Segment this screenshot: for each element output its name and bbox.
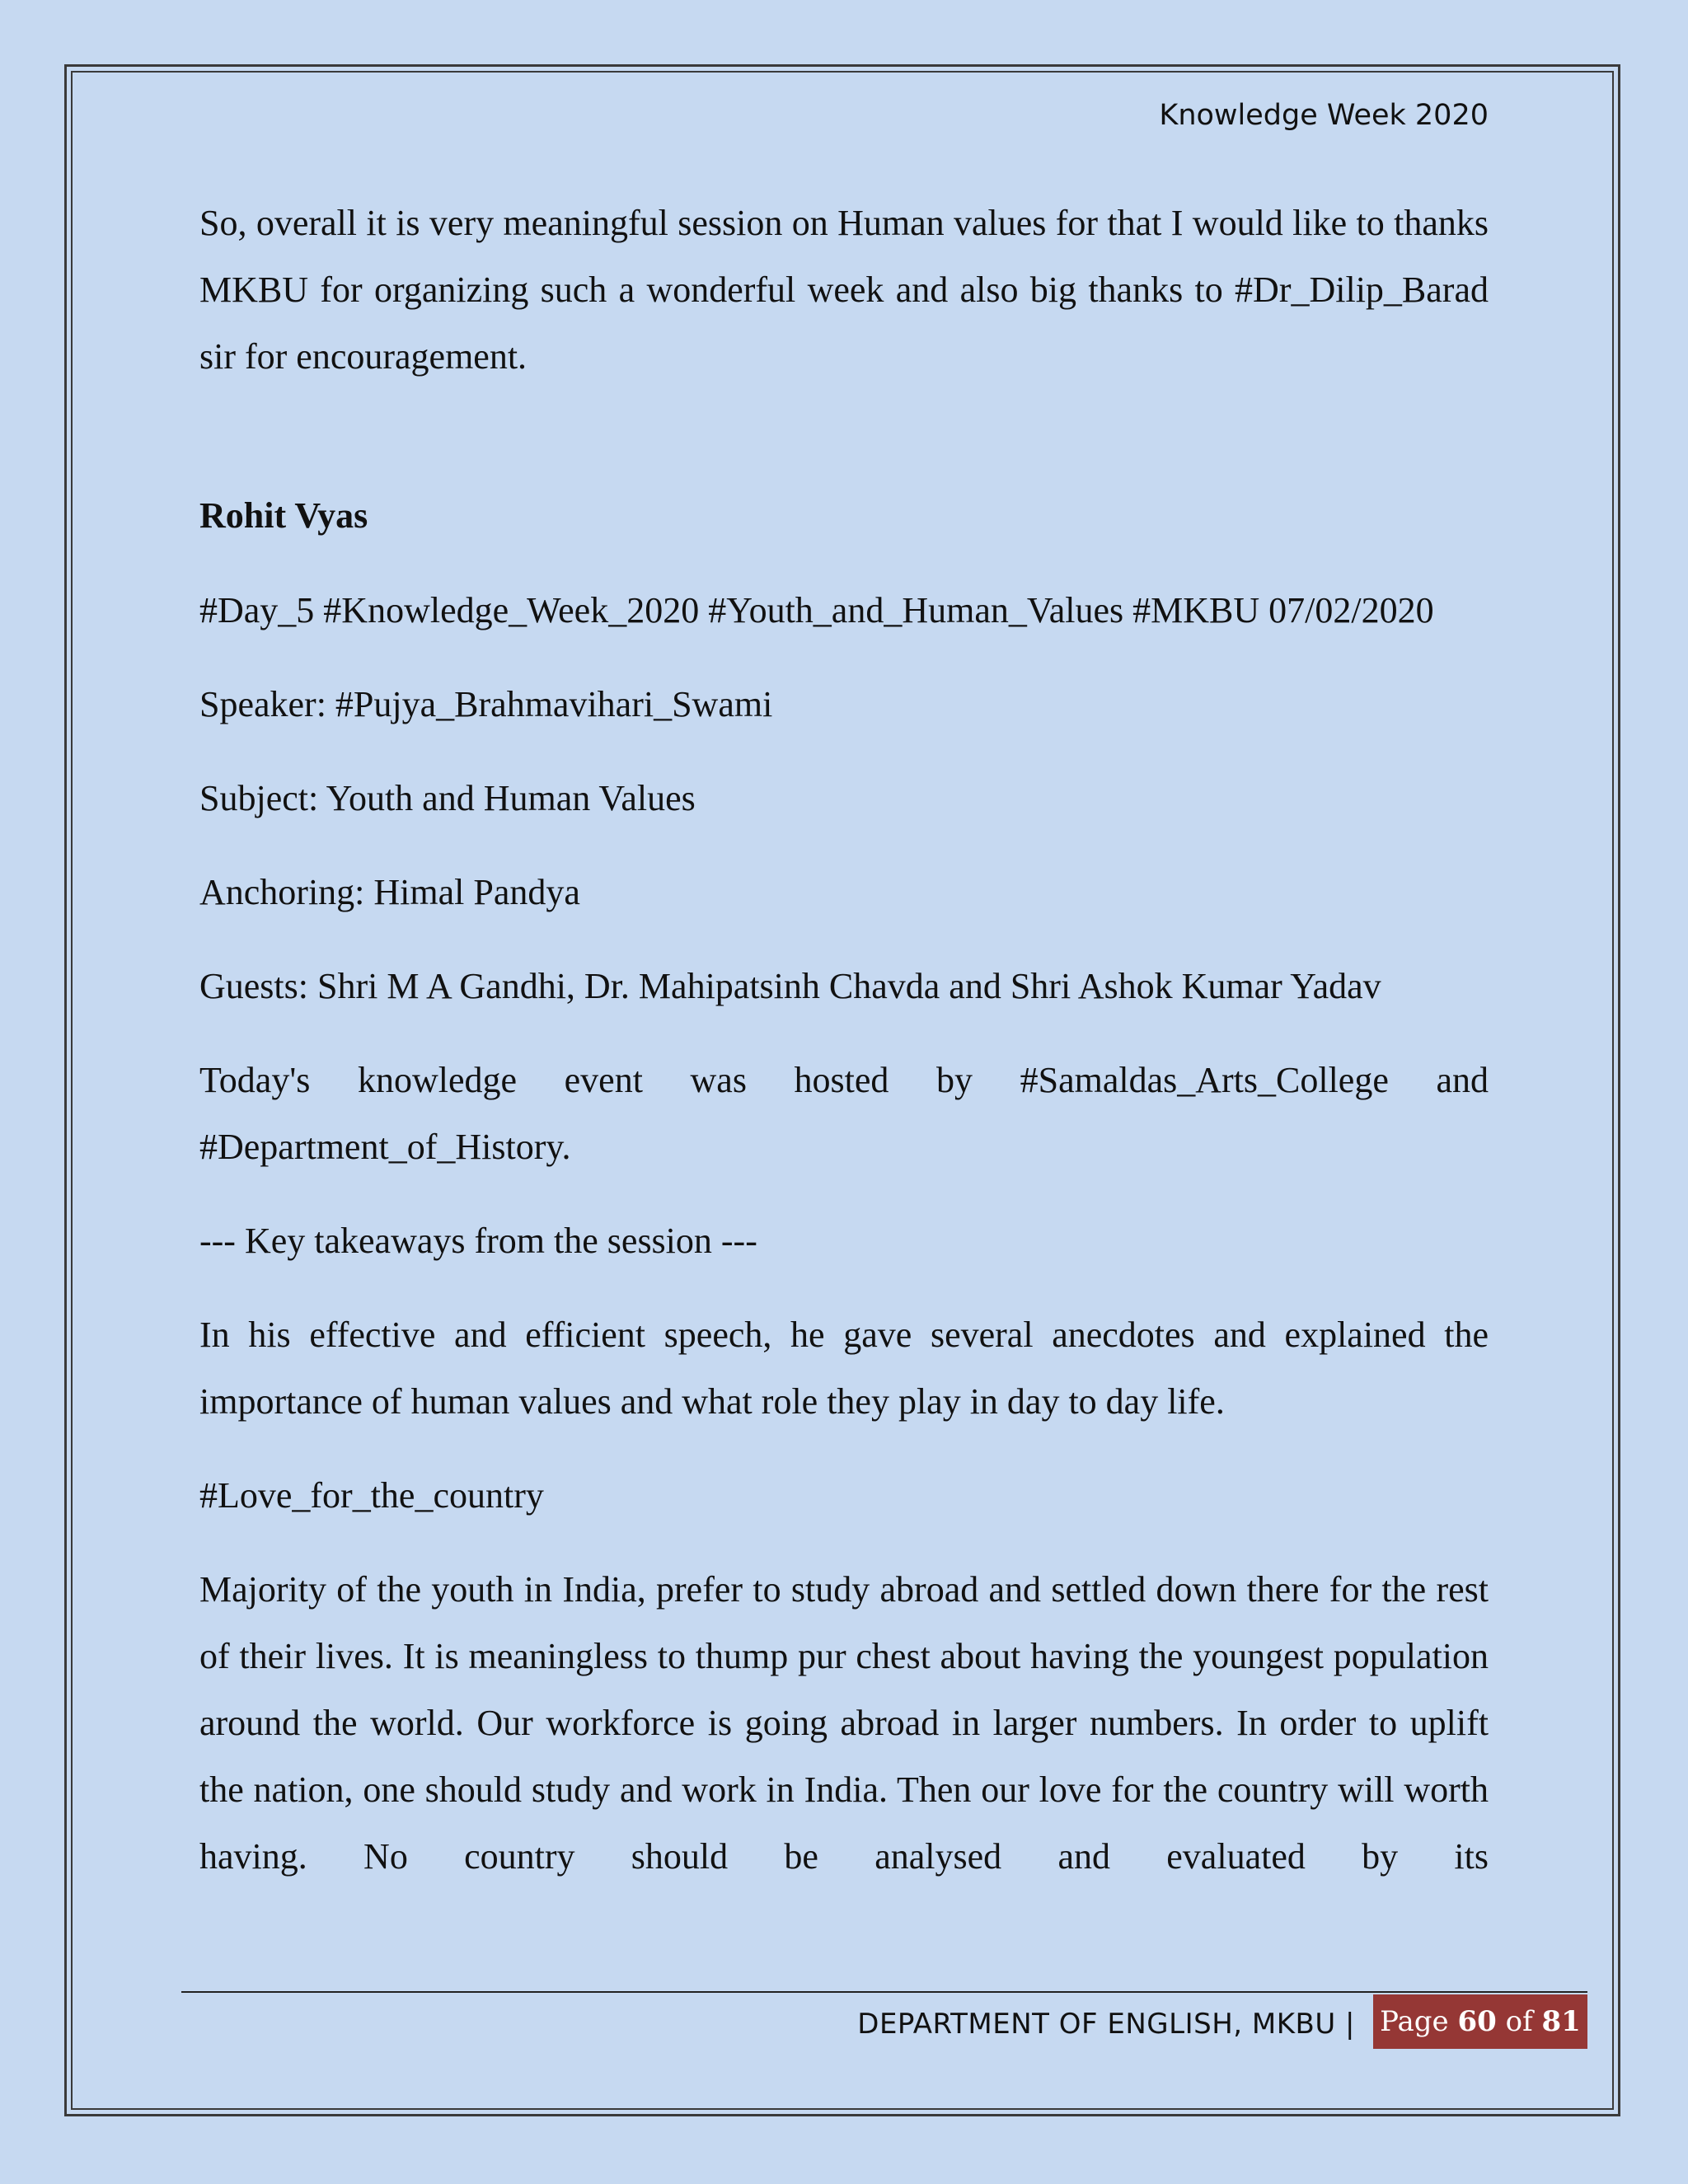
footer-department: DEPARTMENT OF ENGLISH, MKBU | bbox=[857, 2008, 1355, 2041]
page-number-badge bbox=[1373, 1994, 1587, 2049]
closing-paragraph: So, overall it is very meaningful session on Human values for that I would like to thanks MKBU for organizing such a wonderful week and also big thanks to #Dr_Dilip_Barad sir for encouragement. bbox=[199, 203, 1489, 377]
subject-line: Subject: Youth and Human Values bbox=[199, 778, 696, 818]
topic-paragraph: Majority of the youth in India, prefer to study abroad and settled down there for the rest of their lives. It is meaningless to thump pur chest about having the youngest population around the world. Our workforce is going abroad in larger numbers. In order to uplift the nation, one should study and work in India. Then our love for the country will worth having. No country should be analysed and evaluated by its bbox=[199, 1569, 1489, 1877]
footer-divider bbox=[181, 1991, 1587, 1993]
takeaways-heading: --- Key takeaways from the session --- bbox=[199, 1221, 757, 1261]
page-word: Page bbox=[1380, 2005, 1449, 2038]
tags-line: #Day_5 #Knowledge_Week_2020 #Youth_and_Human_Values #MKBU 07/02/2020 bbox=[199, 590, 1434, 630]
running-header: Knowledge Week 2020 bbox=[1159, 99, 1489, 132]
anchoring-line: Anchoring: Himal Pandya bbox=[199, 872, 580, 912]
author-heading: Rohit Vyas bbox=[199, 495, 368, 536]
of-word: of bbox=[1505, 2005, 1533, 2038]
hosted-paragraph: Today's knowledge event was hosted by #Samaldas_Arts_College and #Department_of_History. bbox=[199, 1060, 1489, 1167]
speech-summary-paragraph: In his effective and efficient speech, he gave several anecdotes and explained the importance of human values and what role they play in day to day life. bbox=[199, 1315, 1489, 1422]
document-body bbox=[199, 190, 1489, 1890]
current-page-number: 60 bbox=[1457, 2005, 1497, 2038]
guests-line: Guests: Shri M A Gandhi, Dr. Mahipatsinh Chavda and Shri Ashok Kumar Yadav bbox=[199, 966, 1381, 1006]
topic-tag: #Love_for_the_country bbox=[199, 1475, 544, 1516]
total-pages-number: 81 bbox=[1541, 2005, 1581, 2038]
speaker-line: Speaker: #Pujya_Brahmavihari_Swami bbox=[199, 684, 773, 724]
